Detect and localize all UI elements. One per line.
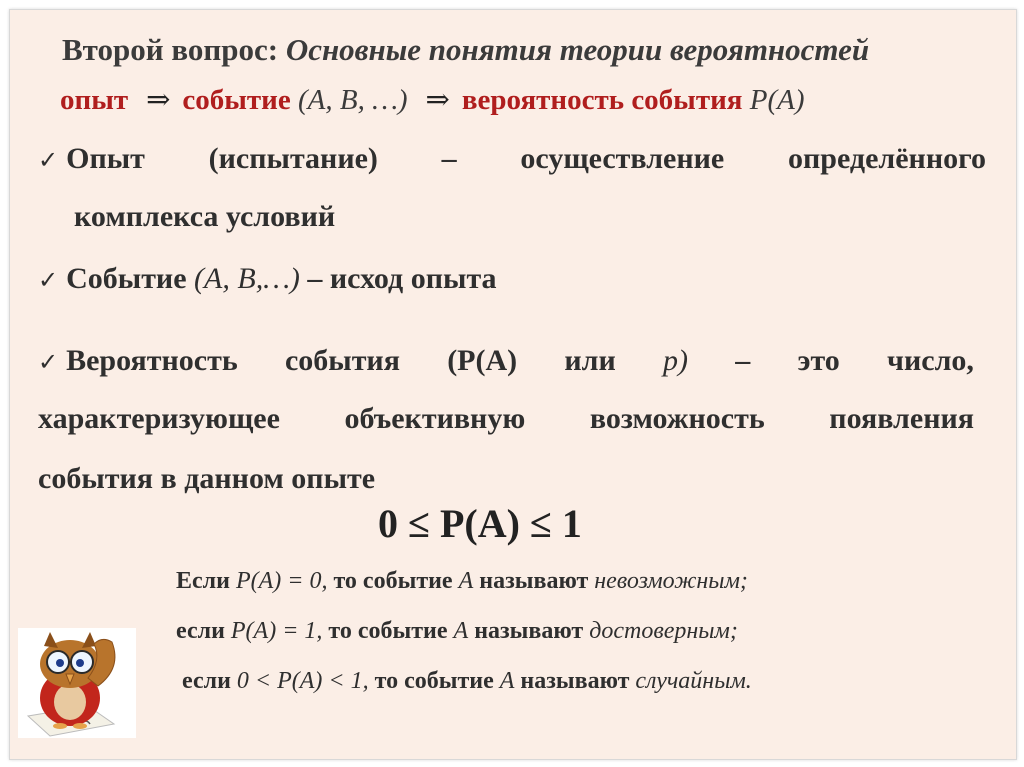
- chain-experiment: опыт: [60, 84, 129, 116]
- word: –: [441, 142, 457, 175]
- word: события: [284, 344, 400, 377]
- rule-certain: если P(A) = 1, то событие A называют достоверным;: [176, 618, 738, 644]
- word: или: [564, 344, 616, 377]
- definition-probability-line2: [38, 402, 974, 436]
- checkmark-icon: ✓: [38, 266, 59, 294]
- rule-random: если 0 < P(A) < 1, то событие A называют случайным.: [182, 668, 752, 694]
- definition-experiment-line2: комплекса условий: [74, 200, 336, 233]
- slide-title: [62, 32, 869, 68]
- chain-probability: вероятность события: [461, 84, 743, 116]
- word: объективную: [344, 402, 526, 435]
- chain-event-args: (A, B, …): [298, 84, 408, 116]
- word: Вероятность: [66, 344, 238, 377]
- rule-impossible: Если P(A) = 0, то событие A называют невозможным;: [176, 568, 748, 594]
- concept-chain: [60, 82, 804, 117]
- thinking-owl-illustration: [18, 628, 136, 738]
- word: число,: [887, 344, 974, 377]
- implies-arrow-icon-2: ⇒: [425, 84, 450, 116]
- checkmark-icon: ✓: [38, 348, 59, 376]
- title-topic: Основные понятия теории вероятностей: [285, 32, 870, 67]
- word: p): [663, 344, 689, 377]
- slide: [9, 9, 1017, 760]
- word: характеризующее: [38, 402, 280, 435]
- word: –: [735, 344, 751, 377]
- definition-probability-line3: события в данном опыте: [38, 462, 376, 495]
- chain-event: событие: [182, 84, 291, 116]
- checkmark-icon: ✓: [38, 146, 59, 174]
- title-lead: Второй вопрос:: [62, 32, 279, 67]
- word: осуществление: [520, 142, 725, 175]
- definition-probability-line1: [38, 344, 974, 378]
- word: появления: [829, 402, 974, 435]
- chain-probability-symbol: P(A): [749, 84, 805, 116]
- implies-arrow-icon: ⇒: [146, 84, 171, 116]
- event-term: Событие: [66, 262, 187, 295]
- word: возможность: [589, 402, 765, 435]
- word: (Р(А): [447, 344, 518, 377]
- event-rest: – исход опыта: [307, 262, 497, 295]
- word: Опыт: [66, 142, 145, 175]
- word: определённого: [788, 142, 986, 175]
- probability-bounds-formula: 0 ≤ P(A) ≤ 1: [378, 501, 582, 546]
- definition-experiment: [38, 142, 986, 176]
- owl-icon: [18, 628, 136, 738]
- word: это: [797, 344, 840, 377]
- word: (испытание): [208, 142, 378, 175]
- definition-experiment-line1: [38, 142, 986, 176]
- event-args: (A, B,…): [194, 262, 300, 295]
- definition-event: [38, 262, 497, 296]
